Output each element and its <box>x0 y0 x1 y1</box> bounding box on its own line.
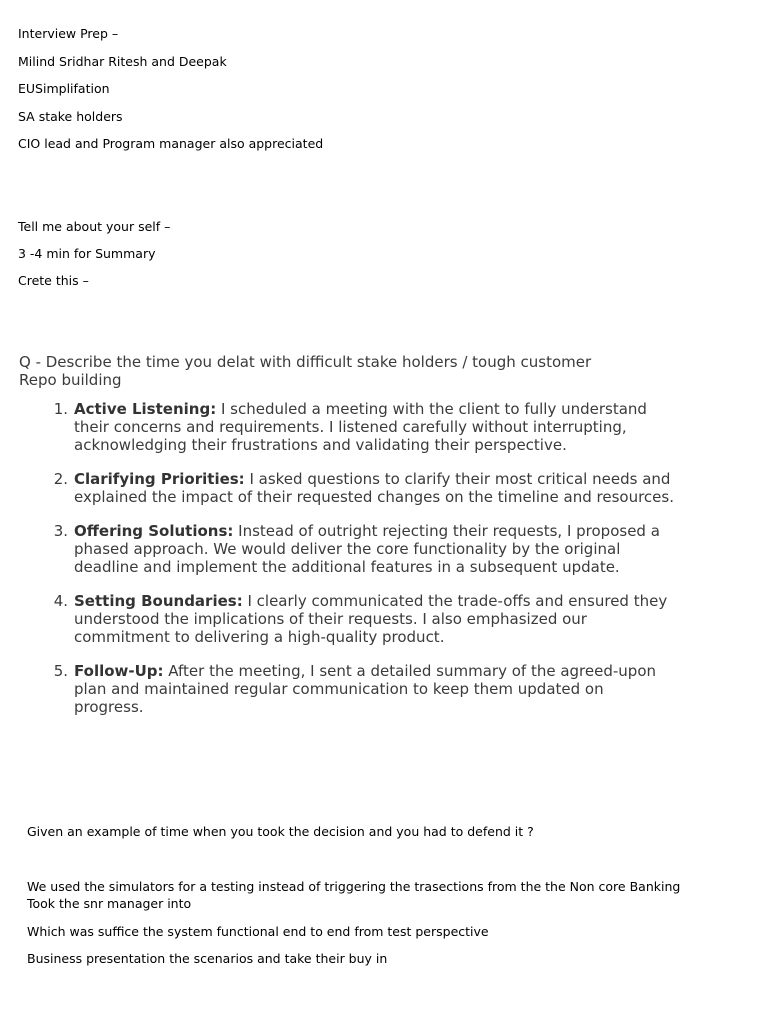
list-item-number: 5. <box>53 662 68 680</box>
question-block <box>19 353 699 732</box>
list-item-heading: Active Listening: <box>74 400 217 418</box>
list-item-number: 1. <box>53 400 68 418</box>
list-item-number: 4. <box>53 592 68 610</box>
list-item-number: 3. <box>53 522 68 540</box>
list-item-heading: Offering Solutions: <box>74 522 234 540</box>
decision-line-3: Which was suffice the system functional end to end from test perspective <box>27 924 489 939</box>
list-item-heading: Clarifying Priorities: <box>74 470 245 488</box>
intro-line-3: EUSimplifation <box>18 81 110 96</box>
list-item-text: I scheduled a meeting with the client to fully understand their concerns and requirements. I listened carefully without interrupting, acknowledging their frustrations and validating their perspective. <box>74 400 647 454</box>
list-item <box>19 470 674 506</box>
list-item <box>19 592 674 646</box>
list-item <box>19 522 674 576</box>
tell-line-2: 3 -4 min for Summary <box>18 246 156 261</box>
decision-line-2: Took the snr manager into <box>27 896 192 911</box>
list-item <box>19 662 674 716</box>
list-item-text: I asked questions to clarify their most critical needs and explained the impact of their requested changes on the timeline and resources. <box>74 470 674 506</box>
question-subtitle: Repo building <box>19 371 122 389</box>
decision-question: Given an example of time when you took the decision and you had to defend it ? <box>27 824 534 839</box>
tell-line-3: Crete this – <box>18 273 89 288</box>
list-item <box>19 400 674 454</box>
decision-line-4: Business presentation the scenarios and take their buy in <box>27 951 388 966</box>
intro-line-4: SA stake holders <box>18 109 123 124</box>
intro-line-1: Interview Prep – <box>18 26 119 41</box>
answer-list <box>19 400 699 716</box>
question-title: Q - Describe the time you delat with difficult stake holders / tough customer <box>19 353 592 371</box>
list-item-text: I clearly communicated the trade-offs and ensured they understood the implications of their requests. I also emphasized our commitment to delivering a high-quality product. <box>74 592 668 646</box>
list-item-text: After the meeting, I sent a detailed summary of the agreed-upon plan and maintained regular communication to keep them updated on progress. <box>74 662 656 716</box>
list-item-heading: Setting Boundaries: <box>74 592 243 610</box>
intro-line-2: Milind Sridhar Ritesh and Deepak <box>18 54 227 69</box>
decision-line-1: We used the simulators for a testing instead of triggering the trasections from the the Non core Banking <box>27 879 681 894</box>
list-item-number: 2. <box>53 470 68 488</box>
list-item-heading: Follow-Up: <box>74 662 164 680</box>
tell-line-1: Tell me about your self – <box>18 219 171 234</box>
list-item-text: Instead of outright rejecting their requests, I proposed a phased approach. We would deliver the core functionality by the original deadline and implement the additional features in a subsequent update. <box>74 522 660 576</box>
intro-line-5: CIO lead and Program manager also appreciated <box>18 136 324 151</box>
